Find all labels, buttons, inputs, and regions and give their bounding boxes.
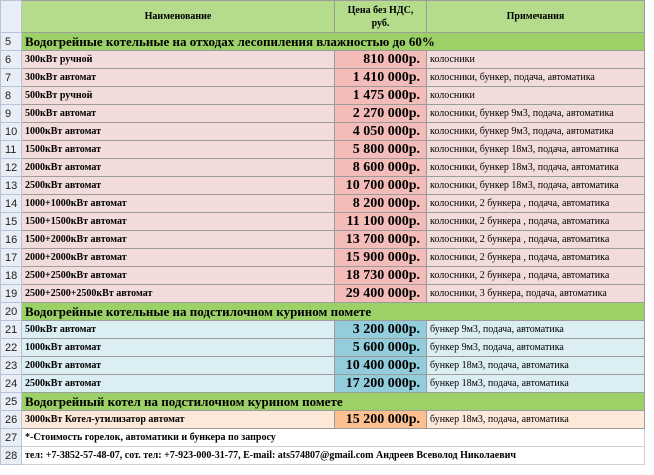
row-number-cell[interactable]: 23: [1, 357, 22, 375]
item-name-cell[interactable]: 500кВт автомат: [22, 105, 335, 123]
footer-note-cell[interactable]: тел: +7-3852-57-48-07, сот. тел: +7-923-000-31-77, E-mail: ats574807@gmail.com Андреев Всеволод Николаевич: [22, 447, 645, 465]
row-number-cell[interactable]: 27: [1, 429, 22, 447]
item-note-cell[interactable]: колосники, 2 бункера , подача, автоматика: [427, 195, 645, 213]
footer-row: [1, 429, 645, 447]
item-note-cell[interactable]: колосники, 3 бункера, подача, автоматика: [427, 285, 645, 303]
item-price-cell[interactable]: 10 700 000р.: [335, 177, 427, 195]
item-note-cell[interactable]: бункер 9м3, подача, автоматика: [427, 339, 645, 357]
table-row: [1, 357, 645, 375]
header-price-cell[interactable]: Цена без НДС, руб.: [335, 1, 427, 33]
table-row: [1, 105, 645, 123]
row-number-cell[interactable]: 5: [1, 33, 22, 51]
item-name-cell[interactable]: 2000кВт автомат: [22, 159, 335, 177]
table-row: [1, 267, 645, 285]
table-row: [1, 213, 645, 231]
item-price-cell[interactable]: 15 900 000р.: [335, 249, 427, 267]
item-name-cell[interactable]: 500кВт автомат: [22, 321, 335, 339]
row-number-cell[interactable]: 20: [1, 303, 22, 321]
table-row: [1, 231, 645, 249]
row-number-cell[interactable]: 17: [1, 249, 22, 267]
item-name-cell[interactable]: 1000кВт автомат: [22, 339, 335, 357]
header-name-cell[interactable]: Наименование: [22, 1, 335, 33]
section-title-cell[interactable]: Водогрейные котельные на отходах лесопиления влажностью до 60%: [22, 33, 645, 51]
item-price-cell[interactable]: 8 200 000р.: [335, 195, 427, 213]
item-price-cell[interactable]: 8 600 000р.: [335, 159, 427, 177]
item-name-cell[interactable]: 1000+1000кВт автомат: [22, 195, 335, 213]
table-row: [1, 123, 645, 141]
footer-note-cell[interactable]: *-Стоимость горелок, автоматики и бункера по запросу: [22, 429, 645, 447]
section-title-cell[interactable]: Водогрейный котел на подстилочном курином помете: [22, 393, 645, 411]
row-number-cell[interactable]: [1, 1, 22, 33]
table-row: [1, 69, 645, 87]
item-note-cell[interactable]: колосники, бункер 9м3, подача, автоматика: [427, 105, 645, 123]
section-header-row: [1, 393, 645, 411]
row-number-cell[interactable]: 13: [1, 177, 22, 195]
row-number-cell[interactable]: 12: [1, 159, 22, 177]
item-name-cell[interactable]: 2000кВт автомат: [22, 357, 335, 375]
row-number-cell[interactable]: 22: [1, 339, 22, 357]
header-row: [1, 1, 645, 33]
item-note-cell[interactable]: колосники, бункер 18м3, подача, автоматика: [427, 177, 645, 195]
table-row: [1, 195, 645, 213]
item-note-cell[interactable]: колосники: [427, 87, 645, 105]
table-row: [1, 141, 645, 159]
row-number-cell[interactable]: 10: [1, 123, 22, 141]
item-price-cell[interactable]: 15 200 000р.: [335, 411, 427, 429]
item-price-cell[interactable]: 5 800 000р.: [335, 141, 427, 159]
item-note-cell[interactable]: колосники, 2 бункера , подача, автоматика: [427, 267, 645, 285]
table-row: [1, 51, 645, 69]
item-note-cell[interactable]: колосники: [427, 51, 645, 69]
table-row: [1, 339, 645, 357]
row-number-cell[interactable]: 21: [1, 321, 22, 339]
item-price-cell[interactable]: 810 000р.: [335, 51, 427, 69]
item-price-cell[interactable]: 17 200 000р.: [335, 375, 427, 393]
footer-row: [1, 447, 645, 465]
item-note-cell[interactable]: бункер 9м3, подача, автоматика: [427, 321, 645, 339]
row-number-cell[interactable]: 14: [1, 195, 22, 213]
row-number-cell[interactable]: 26: [1, 411, 22, 429]
item-name-cell[interactable]: 1500кВт автомат: [22, 141, 335, 159]
item-name-cell[interactable]: 2000+2000кВт автомат: [22, 249, 335, 267]
item-note-cell[interactable]: колосники, бункер 18м3, подача, автоматика: [427, 141, 645, 159]
item-name-cell[interactable]: 300кВт автомат: [22, 69, 335, 87]
item-note-cell[interactable]: бункер 18м3, подача, автоматика: [427, 375, 645, 393]
item-name-cell[interactable]: 300кВт ручной: [22, 51, 335, 69]
item-price-cell[interactable]: 4 050 000р.: [335, 123, 427, 141]
item-price-cell[interactable]: 18 730 000р.: [335, 267, 427, 285]
row-number-cell[interactable]: 24: [1, 375, 22, 393]
table-row: [1, 87, 645, 105]
item-price-cell[interactable]: 1 410 000р.: [335, 69, 427, 87]
item-name-cell[interactable]: 500кВт ручной: [22, 87, 335, 105]
item-note-cell[interactable]: бункер 18м3, подача, автоматика: [427, 357, 645, 375]
row-number-cell[interactable]: 6: [1, 51, 22, 69]
section-title-cell[interactable]: Водогрейные котельные на подстилочном курином помете: [22, 303, 645, 321]
item-price-cell[interactable]: 1 475 000р.: [335, 87, 427, 105]
table-row: [1, 321, 645, 339]
header-notes-cell[interactable]: Примечания: [427, 1, 645, 33]
item-note-cell[interactable]: колосники, 2 бункера , подача, автоматика: [427, 213, 645, 231]
section-header-row: [1, 33, 645, 51]
item-name-cell[interactable]: 2500+2500кВт автомат: [22, 267, 335, 285]
row-number-cell[interactable]: 8: [1, 87, 22, 105]
item-note-cell[interactable]: колосники, бункер 9м3, подача, автоматика: [427, 123, 645, 141]
item-name-cell[interactable]: 2500+2500+2500кВт автомат: [22, 285, 335, 303]
item-name-cell[interactable]: 1500+1500кВт автомат: [22, 213, 335, 231]
item-price-cell[interactable]: 29 400 000р.: [335, 285, 427, 303]
item-note-cell[interactable]: колосники, 2 бункера , подача, автоматика: [427, 249, 645, 267]
table-row: [1, 159, 645, 177]
row-number-cell[interactable]: 18: [1, 267, 22, 285]
table-row: [1, 285, 645, 303]
item-name-cell[interactable]: 2500кВт автомат: [22, 375, 335, 393]
item-note-cell[interactable]: колосники, бункер, подача, автоматика: [427, 69, 645, 87]
table-row: [1, 249, 645, 267]
item-note-cell[interactable]: бункер 18м3, подача, автоматика: [427, 411, 645, 429]
row-number-cell[interactable]: 16: [1, 231, 22, 249]
row-number-cell[interactable]: 9: [1, 105, 22, 123]
item-name-cell[interactable]: 3000кВт Котел-утилизатор автомат: [22, 411, 335, 429]
row-number-cell[interactable]: 11: [1, 141, 22, 159]
table-row: [1, 375, 645, 393]
item-name-cell[interactable]: 2500кВт автомат: [22, 177, 335, 195]
item-price-cell[interactable]: 11 100 000р.: [335, 213, 427, 231]
item-note-cell[interactable]: колосники, 2 бункера , подача, автоматика: [427, 231, 645, 249]
row-number-cell[interactable]: 19: [1, 285, 22, 303]
table-row: [1, 177, 645, 195]
row-number-cell[interactable]: 25: [1, 393, 22, 411]
section-header-row: [1, 303, 645, 321]
item-price-cell[interactable]: 2 270 000р.: [335, 105, 427, 123]
item-price-cell[interactable]: 5 600 000р.: [335, 339, 427, 357]
item-price-cell[interactable]: 10 400 000р.: [335, 357, 427, 375]
row-number-cell[interactable]: 28: [1, 447, 22, 465]
item-price-cell[interactable]: 3 200 000р.: [335, 321, 427, 339]
item-name-cell[interactable]: 1500+2000кВт автомат: [22, 231, 335, 249]
row-number-cell[interactable]: 15: [1, 213, 22, 231]
item-price-cell[interactable]: 13 700 000р.: [335, 231, 427, 249]
item-note-cell[interactable]: колосники, бункер 18м3, подача, автоматика: [427, 159, 645, 177]
item-name-cell[interactable]: 1000кВт автомат: [22, 123, 335, 141]
row-number-cell[interactable]: 7: [1, 69, 22, 87]
table-row: [1, 411, 645, 429]
